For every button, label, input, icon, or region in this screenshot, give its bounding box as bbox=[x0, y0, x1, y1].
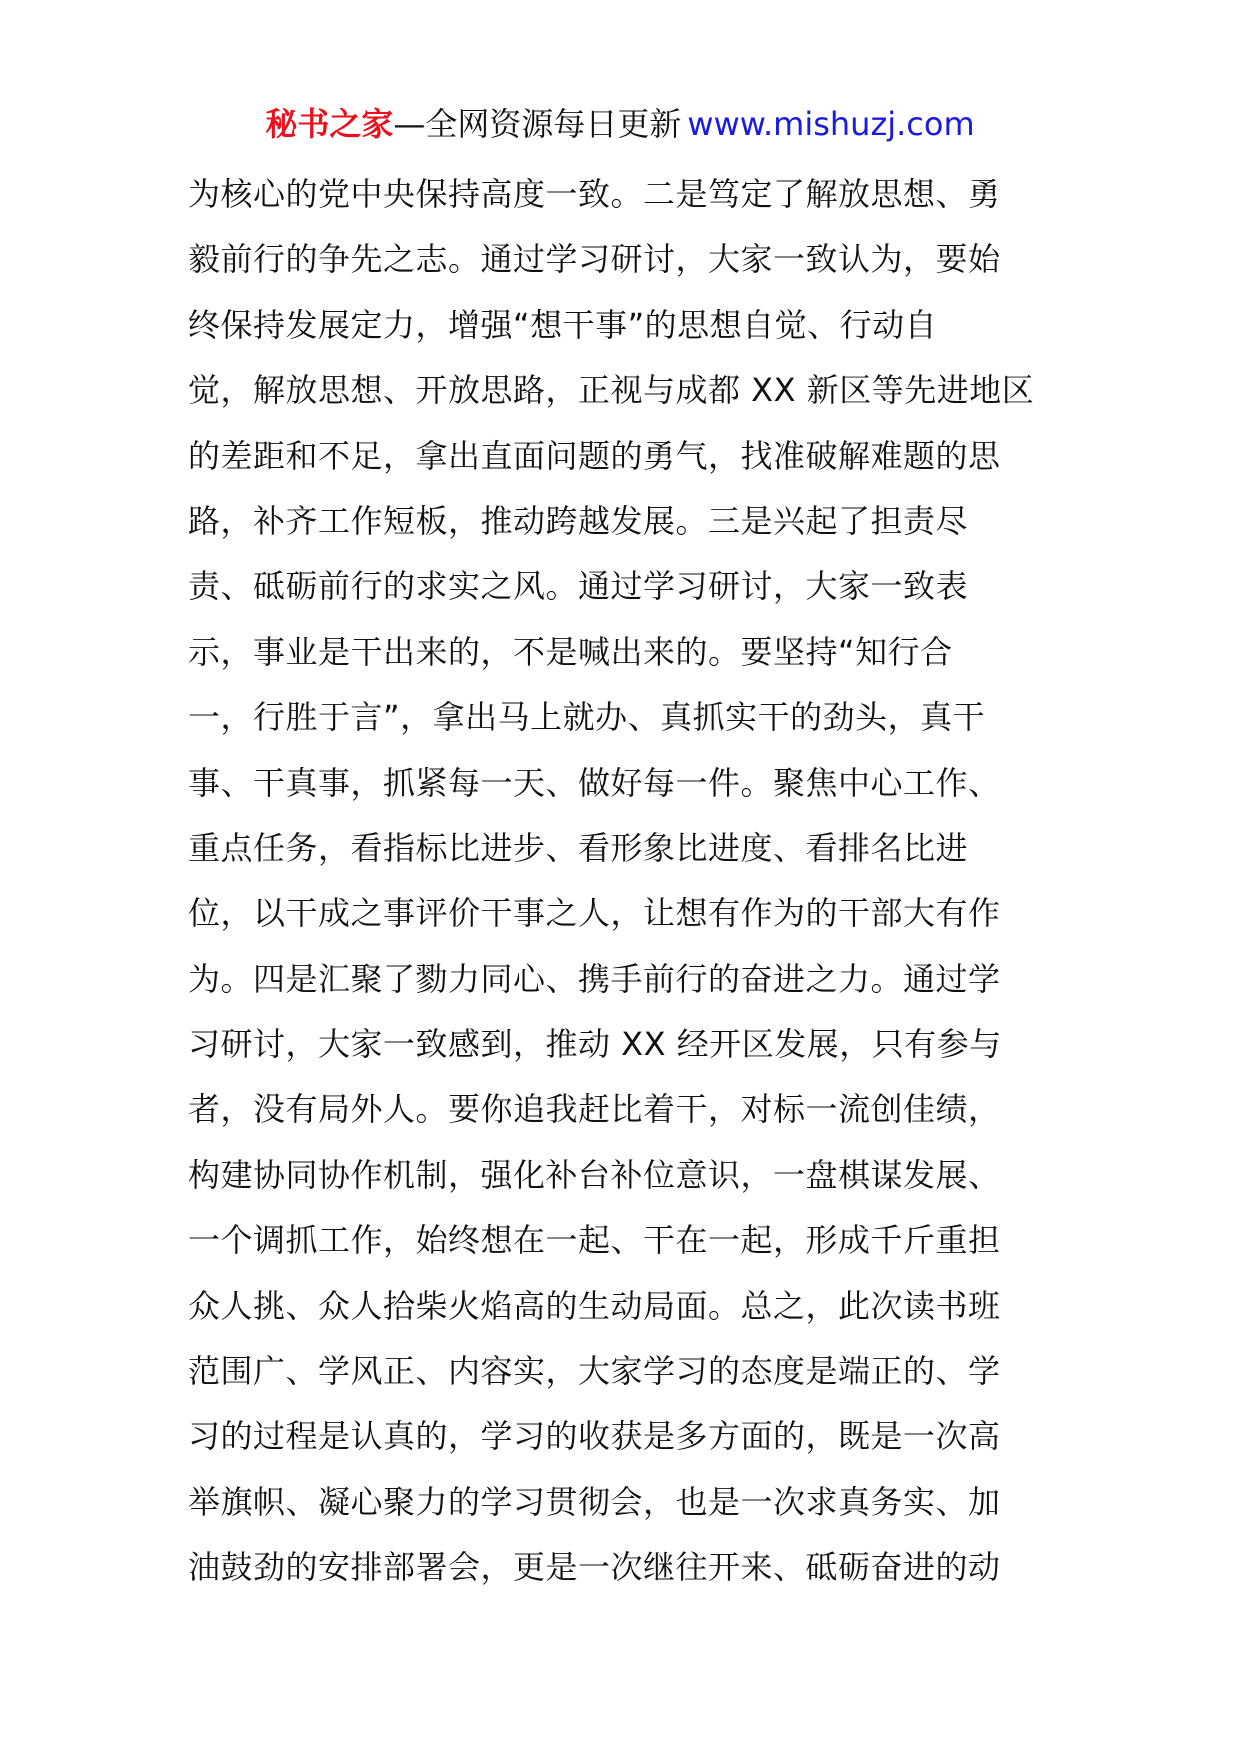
text-line: 者，没有局外人。要你追我赶比着干，对标一流创佳绩， bbox=[188, 1090, 1001, 1129]
brand-name: 秘书之家 bbox=[265, 105, 394, 143]
text-line: 习的过程是认真的，学习的收获是多方面的，既是一次高 bbox=[188, 1417, 1001, 1456]
text-line: 举旗帜、凝心聚力的学习贯彻会，也是一次求真务实、加 bbox=[188, 1482, 1001, 1521]
text-line: 责、砥砺前行的求实之风。通过学习研讨，大家一致表 bbox=[188, 567, 969, 606]
text-line: 毅前行的争先之志。通过学习研讨，大家一致认为，要始 bbox=[188, 240, 1001, 279]
text-line: 路，补齐工作短板，推动跨越发展。三是兴起了担责尽 bbox=[188, 501, 969, 540]
text-line: 油鼓劲的安排部署会，更是一次继往开来、砥砺奋进的动 bbox=[188, 1548, 1001, 1587]
text-line: 一个调抓工作，始终想在一起、干在一起，形成千斤重担 bbox=[188, 1221, 1001, 1260]
text-line: 示，事业是干出来的，不是喊出来的。要坚持“知行合 bbox=[188, 632, 953, 671]
text-line: 的差距和不足，拿出直面问题的勇气，找准破解难题的思 bbox=[188, 436, 1001, 475]
page-header bbox=[0, 100, 1240, 148]
text-line: 位，以干成之事评价干事之人，让想有作为的干部大有作 bbox=[188, 894, 1001, 933]
text-line: 为核心的党中央保持高度一致。二是笃定了解放思想、勇 bbox=[188, 175, 1001, 213]
text-line: 重点任务，看指标比进步、看形象比进度、看排名比进 bbox=[188, 828, 969, 867]
header-slogan: —全网资源每日更新 bbox=[393, 105, 682, 143]
text-line: 终保持发展定力，增强“想干事”的思想自觉、行动自 bbox=[188, 305, 938, 344]
document-body bbox=[188, 162, 1068, 1601]
text-line: 觉，解放思想、开放思路，正视与成都 XX 新区等先进地区 bbox=[188, 371, 1035, 410]
text-line: 构建协同协作机制，强化补台补位意识，一盘棋谋发展、 bbox=[188, 1155, 1001, 1194]
text-line: 为。四是汇聚了勠力同心、携手前行的奋进之力。通过学 bbox=[188, 959, 1001, 998]
text-line: 范围广、学风正、内容实，大家学习的态度是端正的、学 bbox=[188, 1352, 1001, 1391]
text-line: 事、干真事，抓紧每一天、做好每一件。聚焦中心工作、 bbox=[188, 763, 1001, 802]
text-line: 习研讨，大家一致感到，推动 XX 经开区发展，只有参与 bbox=[188, 1025, 1002, 1064]
website-link[interactable]: www.mishuzj.com bbox=[687, 105, 975, 143]
text-line: 众人挑、众人拾柴火焰高的生动局面。总之，此次读书班 bbox=[188, 1286, 1001, 1325]
text-line: 一，行胜于言”，拿出马上就办、真抓实干的劲头，真干 bbox=[188, 698, 986, 737]
